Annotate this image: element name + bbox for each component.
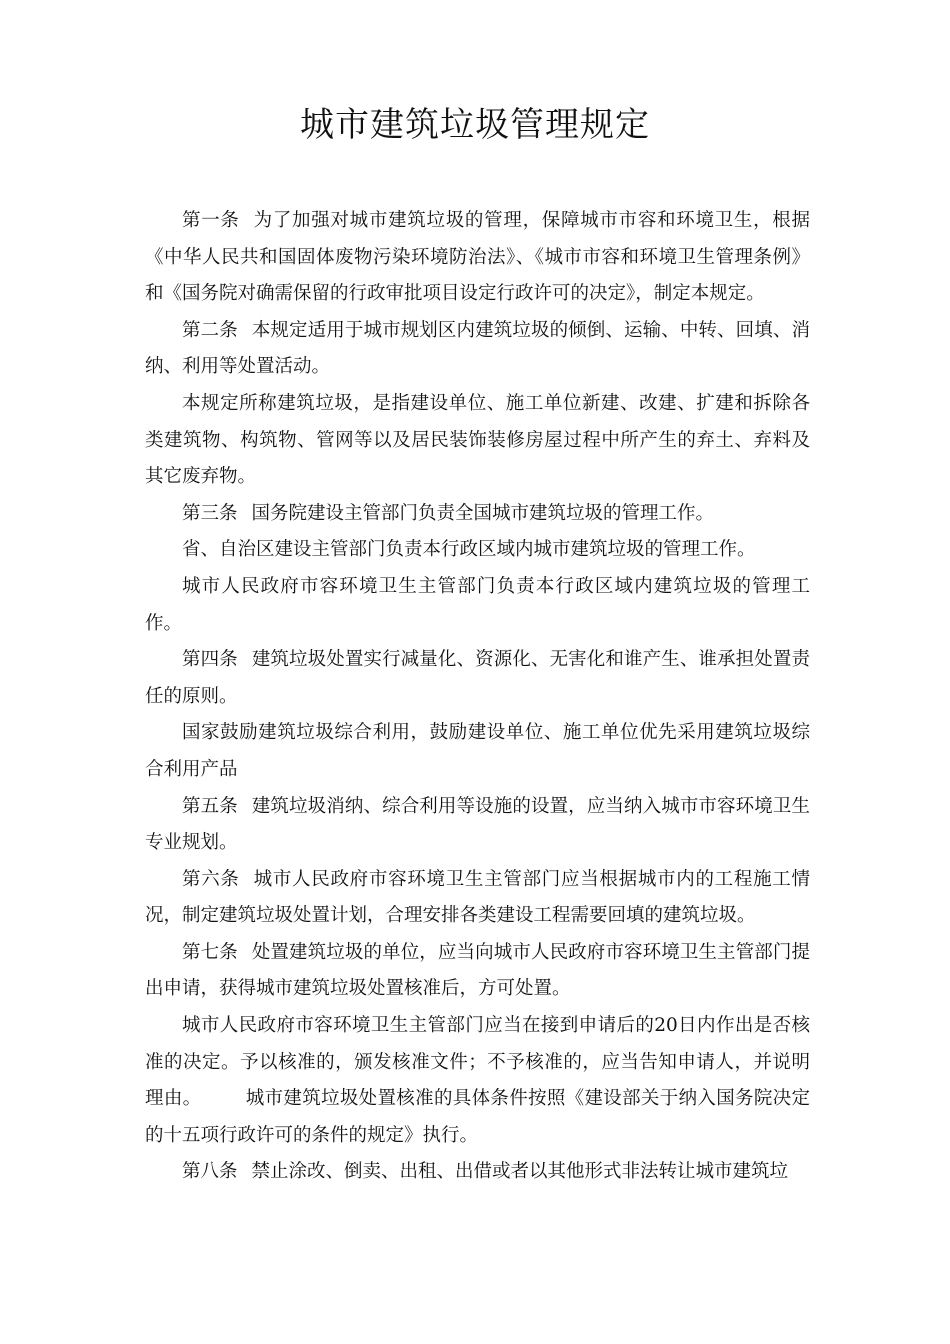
document-body bbox=[145, 203, 810, 1191]
paragraph-text: 处置建筑垃圾的单位，应当向城市人民政府市容环境卫生主管部门提出申请，获得城市建筑垃圾处置核准后，方可处置。 bbox=[145, 941, 810, 1000]
paragraph-text: 省、自治区建设主管部门负责本行政区域内城市建筑垃圾的管理工作。 bbox=[182, 539, 756, 561]
article-number: 第七条 bbox=[182, 941, 238, 963]
paragraph-article-3 bbox=[145, 496, 810, 533]
document-title: 城市建筑垃圾管理规定 bbox=[300, 105, 650, 145]
article-number: 第八条 bbox=[182, 1161, 238, 1183]
paragraph bbox=[145, 1008, 810, 1154]
paragraph-text: 建筑垃圾消纳、综合利用等设施的设置，应当纳入城市市容环境卫生专业规划。 bbox=[145, 795, 810, 854]
article-number: 第三条 bbox=[182, 502, 238, 524]
paragraph-article-1 bbox=[145, 203, 810, 313]
article-number: 第六条 bbox=[182, 868, 240, 890]
paragraph-article-8 bbox=[145, 1154, 810, 1191]
paragraph-text: 国家鼓励建筑垃圾综合利用，鼓励建设单位、施工单位优先采用建筑垃圾综合利用产品 bbox=[145, 722, 810, 780]
paragraph-text-continued: 城市建筑垃圾处置核准的具体条件按照《建设部关于纳入国务院决定的十五项行政许可的条件的规定》执行。 bbox=[145, 1088, 810, 1146]
paragraph-text: 国务院建设主管部门负责全国城市建筑垃圾的管理工作。 bbox=[251, 502, 715, 524]
paragraph-text: 本规定所称建筑垃圾，是指建设单位、施工单位新建、改建、扩建和拆除各类建筑物、构筑物、管网等以及居民装饰装修房屋过程中所产生的弃土、弃料及其它废弃物。 bbox=[145, 392, 810, 488]
paragraph-text: 城市人民政府市容环境卫生主管部门应当根据城市内的工程施工情况，制定建筑垃圾处置计划，合理安排各类建设工程需要回填的建筑垃圾。 bbox=[145, 868, 810, 927]
paragraph-text: 建筑垃圾处置实行减量化、资源化、无害化和谁产生、谁承担处置责任的原则。 bbox=[145, 649, 810, 707]
paragraph bbox=[145, 532, 810, 569]
paragraph-text: 本规定适用于城市规划区内建筑垃圾的倾倒、运输、中转、回填、消纳、利用等处置活动。 bbox=[145, 319, 810, 378]
paragraph-text: 禁止涂改、倒卖、出租、出借或者以其他形式非法转让城市建筑垃 bbox=[251, 1161, 789, 1183]
article-number: 第二条 bbox=[182, 319, 238, 341]
article-number: 第一条 bbox=[182, 210, 240, 231]
paragraph-text: 城市人民政府市容环境卫生主管部门负责本行政区域内建筑垃圾的管理工作。 bbox=[145, 575, 810, 634]
paragraph-article-5 bbox=[145, 789, 810, 862]
paragraph-article-6 bbox=[145, 862, 810, 935]
article-number: 第五条 bbox=[182, 795, 238, 817]
paragraph-article-4 bbox=[145, 642, 810, 715]
article-number: 第四条 bbox=[182, 649, 238, 671]
paragraph-text: 城市人民政府市容环境卫生主管部门应当在接到申请后的20日内作出是否核准的决定。予以核准的，颁发核准文件；不予核准的，应当告知申请人，并说明理由。 bbox=[145, 1015, 810, 1110]
paragraph-article-7 bbox=[145, 935, 810, 1008]
paragraph bbox=[145, 715, 810, 788]
paragraph bbox=[145, 386, 810, 496]
paragraph-text: 为了加强对城市建筑垃圾的管理，保障城市市容和环境卫生，根据《中华人民共和国固体废物污染环境防治法》、《城市市容和环境卫生管理条例》和《国务院对确需保留的行政审批项目设定行政许可的决定》，制定本规定。 bbox=[145, 210, 810, 305]
paragraph bbox=[145, 569, 810, 642]
paragraph-article-2 bbox=[145, 313, 810, 386]
